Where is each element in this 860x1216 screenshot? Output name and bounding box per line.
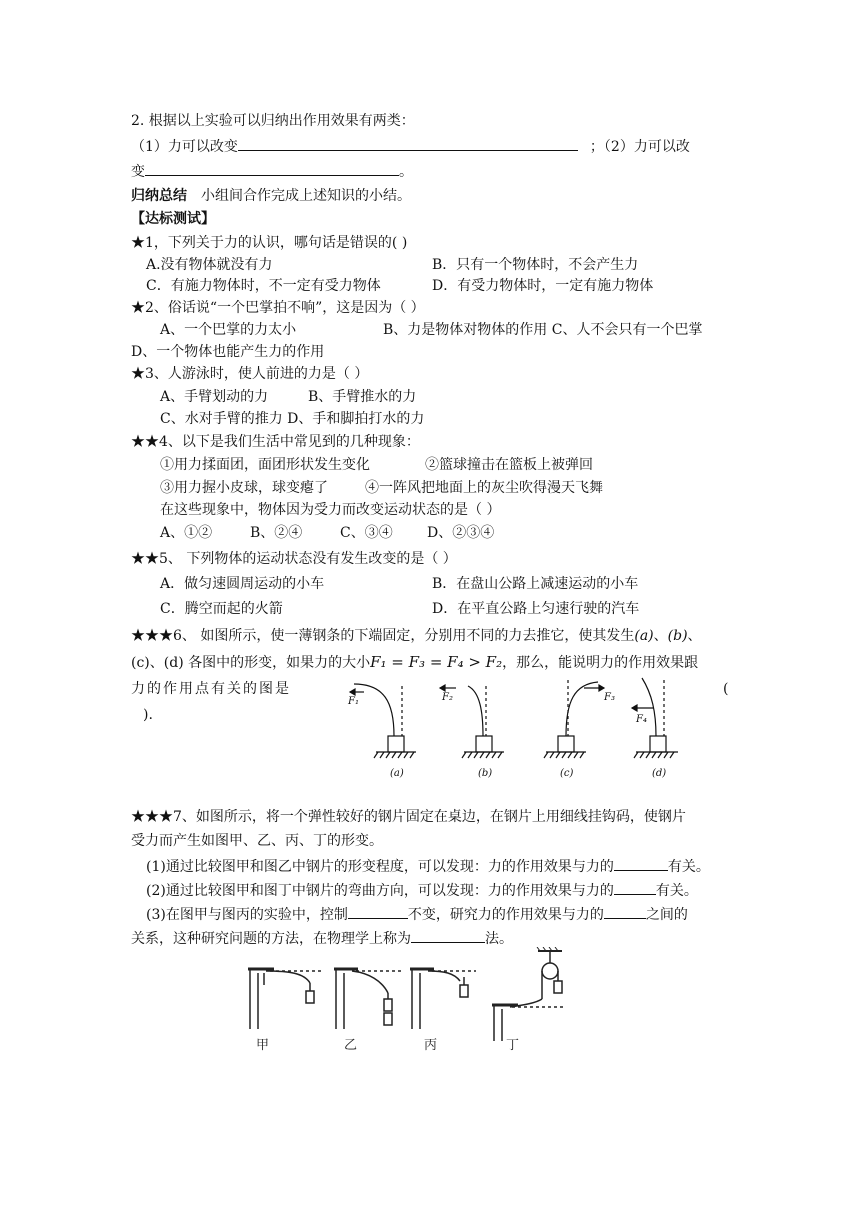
q1-option-d: D．有受力物体时，一定有施力物体 xyxy=(432,278,654,294)
q6-stem-3: ，那么，能说明力的作用效果跟 xyxy=(502,655,699,671)
q7-sub-3-cont-end: 法。 xyxy=(485,931,513,947)
q2-option-a: A、一个巴掌的力太小 xyxy=(160,322,297,338)
q5-option-b: B．在盘山公路上减速运动的小车 xyxy=(432,576,639,592)
figure-bing xyxy=(410,969,476,1029)
caption-bing: 丙 xyxy=(424,1038,438,1053)
q1-option-a: A.没有物体就没有力 xyxy=(146,257,273,273)
q7-sub-3 xyxy=(146,904,688,925)
figure-a xyxy=(350,684,416,758)
separator: 、 xyxy=(687,628,702,644)
q7-sub-3-text-2: 不变，研究力的作用效果与力的 xyxy=(407,907,604,923)
force-label-f3: F₃ xyxy=(604,692,615,703)
steel-plate-figure xyxy=(244,947,584,1055)
q7-sub-1 xyxy=(146,856,710,877)
q4-option-d: D、②③④ xyxy=(427,525,495,541)
force-formula: F₁ = F₃ = F₄ > F₂ xyxy=(370,653,503,671)
q5-option-c: C．腾空而起的火箭 xyxy=(160,601,283,617)
answer-blank[interactable] xyxy=(145,161,399,176)
summary-text: 小组间合作完成上述知识的小结。 xyxy=(201,188,411,204)
q7-sub-3-cont xyxy=(131,928,513,949)
figure-c xyxy=(544,680,604,758)
q7-sub-2 xyxy=(146,880,698,901)
q5-option-d: D．在平直公路上匀速行驶的汽车 xyxy=(432,601,640,617)
q6-mark-b: (b) xyxy=(667,628,688,644)
q7-sub-1-end: 有关。 xyxy=(667,859,710,875)
q7-sub-3-end: 之间的 xyxy=(645,907,688,923)
q6-line-2 xyxy=(131,652,698,673)
figure-caption-b: (b) xyxy=(478,768,493,779)
caption-jia: 甲 xyxy=(256,1038,270,1053)
conclusion-line-2 xyxy=(131,161,413,182)
q4-stem: ★★4、以下是我们生活中常见到的几种现象： xyxy=(131,434,420,450)
answer-blank[interactable] xyxy=(238,136,578,151)
q3-option-a: A、手臂划动的力 xyxy=(160,389,269,405)
q7-stem-2: 受力而产生如图甲、乙、丙、丁的形变。 xyxy=(131,833,383,849)
q4-option-c: C、③④ xyxy=(340,525,393,541)
caption-yi: 乙 xyxy=(344,1038,358,1053)
figure-ding xyxy=(492,947,564,1041)
answer-blank[interactable] xyxy=(348,904,408,919)
q7-stem-1: ★★★7、如图所示，将一个弹性较好的钢片固定在桌边，在钢片上用细线挂钩码，使钢片 xyxy=(131,809,686,825)
conclusion-intro: 2. 根据以上实验可以归纳出作用效果有两类： xyxy=(131,113,415,129)
conclusion-1-text: （1）力可以改变 xyxy=(131,139,238,155)
q4-phenomenon-1: ①用力揉面团，面团形状发生变化 xyxy=(160,457,370,473)
test-header: 【达标测试】 xyxy=(131,211,215,227)
conclusion-line-1 xyxy=(131,136,690,157)
q4-phenomenon-3: ③用力握小皮球，球变瘪了 xyxy=(160,480,328,496)
q1-option-c: C．有施力物体时，不一定有受力物体 xyxy=(146,278,381,294)
q6-stem: ★★★6、 如图所示，使一薄钢条的下端固定，分别用不同的力去推它，使其发生 xyxy=(131,628,635,644)
q4-phenomenon-2: ②篮球撞击在篮板上被弹回 xyxy=(425,457,593,473)
q2-stem: ★2、俗话说“一个巴掌拍不响”，这是因为（ ） xyxy=(131,300,425,316)
conclusion-2-cont: 变 xyxy=(131,164,145,180)
force-label-f4: F₄ xyxy=(636,714,647,725)
force-label-f1: F₁ xyxy=(348,696,359,707)
q7-sub-2-text: (2)通过比较图甲和图丁中钢片的弯曲方向，可以发现：力的作用效果与力的 xyxy=(146,883,614,899)
q3-option-b: B、手臂推水的力 xyxy=(308,389,417,405)
q6-mark-a: (a) xyxy=(634,628,654,644)
q1-stem: ★1，下列关于力的认识，哪句话是错误的( ) xyxy=(131,235,408,251)
q7-sub-1-text: (1)通过比较图甲和图乙中钢片的形变程度，可以发现：力的作用效果与力的 xyxy=(146,859,614,875)
answer-blank[interactable] xyxy=(604,904,646,919)
figure-caption-a: (a) xyxy=(390,768,404,779)
q2-option-d: D、一个物体也能产生力的作用 xyxy=(131,344,325,360)
figure-jia xyxy=(248,969,324,1029)
figure-yi xyxy=(334,969,402,1029)
q6-line-1 xyxy=(131,626,702,646)
force-label-f2: F₂ xyxy=(442,692,453,703)
q6-line-4: ). xyxy=(143,707,153,723)
q4-question: 在这些现象中，物体因为受力而改变运动状态的是（ ） xyxy=(160,502,501,518)
q6-stem-2: (c)、(d) 各图中的形变，如果力的大小 xyxy=(131,655,371,671)
q7-sub-3-cont-text: 关系，这种研究问题的方法，在物理学上称为 xyxy=(131,931,411,947)
summary-label: 归纳总结 xyxy=(131,188,187,204)
q3-option-cd: C、水对手臂的推力 D、手和脚拍打水的力 xyxy=(160,411,425,427)
conclusion-2-text: ；（2）力可以改 xyxy=(589,139,690,155)
q6-line-3: 力的作用点有关的图是 xyxy=(131,681,291,697)
answer-blank[interactable] xyxy=(614,856,668,871)
figure-caption-d: (d) xyxy=(652,768,667,779)
figure-caption-c: (c) xyxy=(560,768,574,779)
answer-blank[interactable] xyxy=(614,880,656,895)
summary-line xyxy=(131,186,411,206)
steel-strip-figure xyxy=(336,672,716,782)
q7-sub-3-text: (3)在图甲与图丙的实验中，控制 xyxy=(146,907,348,923)
q2-option-b: B、力是物体对物体的作用 C、人不会只有一个巴掌 xyxy=(383,322,703,338)
q4-option-a: A、①② xyxy=(160,525,213,541)
caption-ding: 丁 xyxy=(506,1038,520,1053)
q5-option-a: A．做匀速圆周运动的小车 xyxy=(160,576,325,592)
q4-option-b: B、②④ xyxy=(250,525,303,541)
q3-stem: ★3、人游泳时，使人前进的力是（ ） xyxy=(131,366,369,382)
q1-option-b: B．只有一个物体时，不会产生力 xyxy=(432,257,639,273)
q6-paren-open: ( xyxy=(723,681,729,697)
q4-phenomenon-4: ④一阵风把地面上的灰尘吹得漫天飞舞 xyxy=(365,480,603,496)
answer-blank[interactable] xyxy=(411,928,485,943)
separator: 、 xyxy=(653,628,668,644)
period: 。 xyxy=(399,164,413,180)
q7-sub-2-end: 有关。 xyxy=(655,883,698,899)
q5-stem: ★★5、 下列物体的运动状态没有发生改变的是（ ） xyxy=(131,551,457,567)
